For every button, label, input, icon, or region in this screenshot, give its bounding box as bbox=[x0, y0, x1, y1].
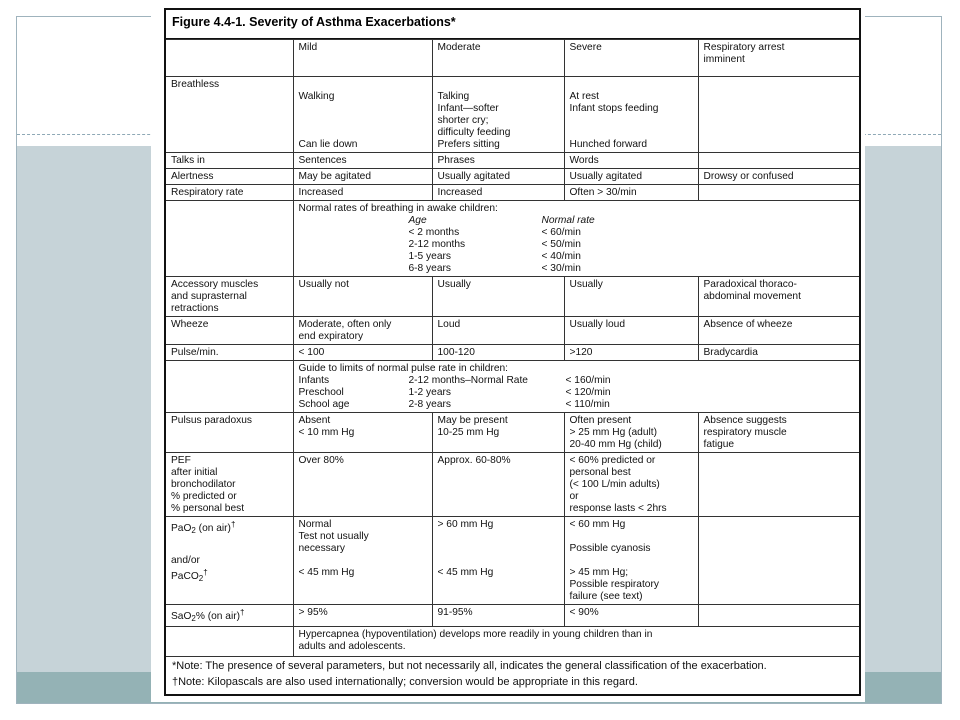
header-cell-severe: Severe bbox=[564, 40, 698, 77]
row-label: Talks in bbox=[166, 153, 293, 169]
limit-column bbox=[566, 375, 611, 411]
group-value: School age bbox=[298, 399, 350, 410]
table-row-breathing-guide bbox=[166, 201, 859, 277]
row-label bbox=[166, 517, 293, 605]
table-row bbox=[166, 345, 859, 361]
row-label: Wheeze bbox=[166, 317, 293, 345]
cell-mild: Absent < 10 mm Hg bbox=[293, 413, 432, 453]
cell-mild: Usually not bbox=[293, 277, 432, 317]
header-row bbox=[166, 40, 859, 77]
cell-text: At rest Infant stops feeding bbox=[569, 91, 659, 114]
row-label bbox=[166, 361, 293, 413]
cell-mild: May be agitated bbox=[293, 169, 432, 185]
cell-severe: < 60 mm Hg Possible cyanosis > 45 mm Hg; Possible respiratory failure (see text) bbox=[564, 517, 698, 605]
limit-value: < 120/min bbox=[565, 387, 611, 398]
cell-severe: Words bbox=[564, 153, 698, 169]
row-label bbox=[166, 605, 293, 627]
sao2-subscript: 2 bbox=[191, 614, 196, 623]
cell-arrest: Bradycardia bbox=[698, 345, 859, 361]
table-row bbox=[166, 153, 859, 169]
row-label: Accessory muscles and suprasternal retractions bbox=[166, 277, 293, 317]
table-row bbox=[166, 317, 859, 345]
footnote: *Note: The presence of several parameters, but not necessarily all, indicates the general classification of the exacerbation. bbox=[172, 660, 767, 672]
cell-mild: Moderate, often only end expiratory bbox=[293, 317, 432, 345]
sao2-suffix: % (on air) bbox=[195, 611, 241, 622]
age-header: Age bbox=[408, 215, 427, 226]
dagger-mark: † bbox=[240, 608, 245, 617]
age-value: 6-8 years bbox=[408, 263, 451, 274]
cell-mild: Normal Test not usually necessary < 45 mm Hg bbox=[293, 517, 432, 605]
figure-box bbox=[164, 8, 861, 696]
row-label: Alertness bbox=[166, 169, 293, 185]
cell-arrest: Absence of wheeze bbox=[698, 317, 859, 345]
header-cell-moderate: Moderate bbox=[432, 40, 564, 77]
group-value: Preschool bbox=[298, 387, 344, 398]
rate-value: < 60/min bbox=[541, 227, 581, 238]
guide-columns bbox=[299, 215, 855, 275]
table-row bbox=[166, 185, 859, 201]
cell-mild: Sentences bbox=[293, 153, 432, 169]
cell-moderate: May be present 10-25 mm Hg bbox=[432, 413, 564, 453]
severity-table bbox=[166, 39, 859, 657]
limit-value: < 110/min bbox=[565, 399, 610, 410]
range-value: 2-12 months–Normal Rate bbox=[408, 375, 528, 386]
cell-severe: Often present > 25 mm Hg (adult) 20-40 mm Hg (child) bbox=[564, 413, 698, 453]
table-row-sao2 bbox=[166, 605, 859, 627]
range-value: 2-8 years bbox=[408, 399, 451, 410]
pao2-subscript: 2 bbox=[191, 526, 196, 535]
cell-mild: > 95% bbox=[293, 605, 432, 627]
cell-arrest bbox=[698, 77, 859, 153]
table-row bbox=[166, 169, 859, 185]
cell-arrest bbox=[698, 605, 859, 627]
age-column bbox=[409, 215, 542, 275]
cell-severe: >120 bbox=[564, 345, 698, 361]
cell-severe: Usually bbox=[564, 277, 698, 317]
figure-image bbox=[151, 0, 865, 702]
cell-moderate: Approx. 60-80% bbox=[432, 453, 564, 517]
rate-column bbox=[542, 215, 595, 275]
table-row-hypercapnea bbox=[166, 627, 859, 657]
cell-mild: Increased bbox=[293, 185, 432, 201]
table-row bbox=[166, 453, 859, 517]
cell-severe: < 60% predicted or personal best (< 100 L/min adults) or response lasts < 2hrs bbox=[564, 453, 698, 517]
cell-text: Talking Infant—softer shorter cry; difficulty feeding bbox=[437, 91, 511, 138]
cell-severe: Usually agitated bbox=[564, 169, 698, 185]
row-label bbox=[166, 627, 293, 657]
table-row bbox=[166, 277, 859, 317]
footnote: †Note: Kilopascals are also used internationally; conversion would be appropriate in this regard. bbox=[172, 676, 638, 688]
age-value: < 2 months bbox=[408, 227, 460, 238]
limit-value: < 160/min bbox=[565, 375, 611, 386]
rate-value: < 30/min bbox=[541, 263, 581, 274]
group-value: Infants bbox=[298, 375, 330, 386]
hypercapnea-cell: Hypercapnea (hypoventilation) develops more readily in young children than in adults and adolescents. bbox=[293, 627, 859, 657]
breathing-guide-cell bbox=[293, 201, 859, 277]
cell-moderate: 91-95% bbox=[432, 605, 564, 627]
rate-value: < 40/min bbox=[541, 251, 581, 262]
guide-heading: Normal rates of breathing in awake children: bbox=[298, 203, 498, 214]
header-cell-arrest: Respiratory arrest imminent bbox=[698, 40, 859, 77]
group-column bbox=[299, 375, 409, 411]
table-row bbox=[166, 413, 859, 453]
header-cell-mild: Mild bbox=[293, 40, 432, 77]
cell-moderate: Phrases bbox=[432, 153, 564, 169]
cell-severe: < 90% bbox=[564, 605, 698, 627]
rate-header: Normal rate bbox=[541, 215, 595, 226]
figure-title: Figure 4.4-1. Severity of Asthma Exacerbations* bbox=[172, 15, 456, 29]
sao2-text: SaO bbox=[171, 611, 192, 622]
paco2-text: PaCO bbox=[171, 571, 199, 582]
row-label bbox=[166, 201, 293, 277]
header-cell-blank bbox=[166, 40, 293, 77]
guide-heading: Guide to limits of normal pulse rate in children: bbox=[298, 363, 509, 374]
cell-moderate bbox=[432, 77, 564, 153]
row-label: Pulsus paradoxus bbox=[166, 413, 293, 453]
pao2-label bbox=[171, 519, 288, 537]
paco2-subscript: 2 bbox=[198, 574, 204, 583]
age-value: 1-5 years bbox=[408, 251, 451, 262]
cell-moderate: Loud bbox=[432, 317, 564, 345]
guide-columns bbox=[299, 375, 855, 411]
table-row-pulse-guide bbox=[166, 361, 859, 413]
cell-text: Hunched forward bbox=[569, 139, 648, 150]
andor-label: and/or bbox=[171, 555, 200, 566]
cell-arrest: Absence suggests respiratory muscle fatigue bbox=[698, 413, 859, 453]
cell-severe bbox=[564, 77, 698, 153]
pao2-suffix: (on air) bbox=[195, 523, 231, 534]
range-value: 1-2 years bbox=[408, 387, 451, 398]
cell-arrest bbox=[698, 185, 859, 201]
cell-arrest bbox=[698, 453, 859, 517]
paco2-label bbox=[171, 567, 288, 585]
cell-moderate: > 60 mm Hg < 45 mm Hg bbox=[432, 517, 564, 605]
row-label: Respiratory rate bbox=[166, 185, 293, 201]
cell-arrest bbox=[698, 517, 859, 605]
row-label: PEF after initial bronchodilator % predicted or % personal best bbox=[166, 453, 293, 517]
dagger-mark: † bbox=[203, 568, 208, 577]
cell-severe: Usually loud bbox=[564, 317, 698, 345]
pao2-text: PaO bbox=[171, 523, 192, 534]
cell-moderate: Usually agitated bbox=[432, 169, 564, 185]
footnotes bbox=[172, 658, 767, 690]
pulse-guide-cell bbox=[293, 361, 859, 413]
table-row-breathless bbox=[166, 77, 859, 153]
cell-arrest: Drowsy or confused bbox=[698, 169, 859, 185]
cell-text: Can lie down bbox=[298, 139, 358, 150]
cell-moderate: 100-120 bbox=[432, 345, 564, 361]
cell-arrest bbox=[698, 153, 859, 169]
cell-moderate: Usually bbox=[432, 277, 564, 317]
row-label: Breathless bbox=[166, 77, 293, 153]
cell-mild: Over 80% bbox=[293, 453, 432, 517]
range-column bbox=[409, 375, 566, 411]
dagger-mark: † bbox=[230, 520, 236, 529]
rate-value: < 50/min bbox=[541, 239, 581, 250]
table-row-blood-gases bbox=[166, 517, 859, 605]
cell-mild bbox=[293, 77, 432, 153]
row-label: Pulse/min. bbox=[166, 345, 293, 361]
cell-moderate: Increased bbox=[432, 185, 564, 201]
cell-text: Prefers sitting bbox=[437, 139, 500, 150]
age-value: 2-12 months bbox=[408, 239, 466, 250]
cell-text: Walking bbox=[298, 91, 335, 102]
cell-arrest: Paradoxical thoraco- abdominal movement bbox=[698, 277, 859, 317]
cell-severe: Often > 30/min bbox=[564, 185, 698, 201]
cell-mild: < 100 bbox=[293, 345, 432, 361]
